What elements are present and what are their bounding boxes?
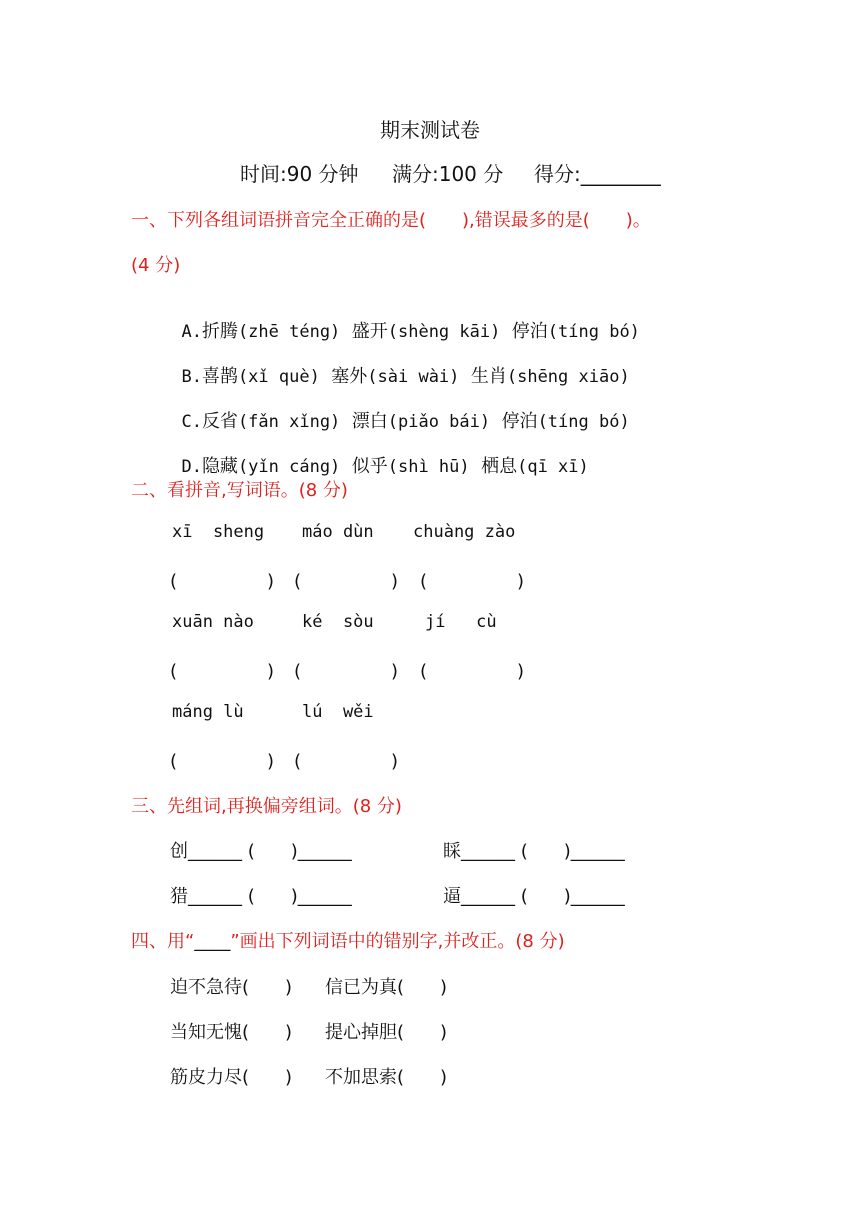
word: 漂白 [351, 411, 388, 432]
q4-underline-sample: ____ [194, 931, 231, 952]
q3-item-cai[interactable] [443, 837, 625, 863]
blank-line[interactable]: ______ [188, 841, 242, 862]
q4-item[interactable]: 当知无愧( ) [170, 1022, 293, 1043]
pinyin-prompt: ké sòu [302, 612, 374, 632]
answer-box[interactable]: ( ) [170, 571, 275, 592]
pinyin: (shèng kāi) [387, 322, 501, 342]
word: 塞外 [331, 366, 368, 387]
answer-box[interactable]: ( ) [294, 571, 399, 592]
q1-option-a[interactable] [170, 296, 640, 343]
answer-box[interactable]: ( ) [420, 571, 525, 592]
pinyin: (zhē téng) [237, 322, 341, 342]
q4-item[interactable]: 提心掉胆( ) [325, 1022, 448, 1043]
pinyin: (tíng bó) [537, 412, 630, 432]
option-label: B. [181, 367, 202, 387]
word: 停泊 [511, 321, 548, 342]
q2-heading: 二、看拼音,写词语。(8 分) [131, 480, 348, 501]
q4-item[interactable]: 不加思索( ) [325, 1067, 448, 1088]
base-char: 猎 [170, 886, 188, 907]
q4-item[interactable]: 筋皮力尽( ) [170, 1067, 293, 1088]
option-label: A. [181, 322, 202, 342]
blank-line[interactable]: ______ [461, 841, 515, 862]
q3-heading: 三、先组词,再换偏旁组词。(8 分) [131, 796, 402, 817]
blank-line[interactable]: ______ [461, 886, 515, 907]
word: 栖息 [481, 456, 518, 477]
pinyin: (yǐn cáng) [237, 457, 341, 477]
option-label: D. [181, 457, 202, 477]
word: 似乎 [351, 456, 388, 477]
q3-item-bi[interactable] [443, 882, 625, 908]
answer-box[interactable]: ( ) [420, 661, 525, 682]
pinyin-prompt: xī sheng [172, 522, 265, 542]
q4-heading-post: ”画出下列词语中的错别字,并改正。(8 分) [230, 931, 565, 952]
pinyin: (shēng xiāo) [506, 367, 630, 387]
pinyin-prompt: jí cù [425, 612, 497, 632]
option-label: C. [181, 412, 202, 432]
answer-box[interactable]: ( ) [294, 661, 399, 682]
q1-heading: 一、下列各组词语拼音完全正确的是( ),错误最多的是( )。 [131, 210, 651, 231]
word: 停泊 [501, 411, 538, 432]
pinyin: (fǎn xǐng) [237, 412, 341, 432]
blank-line[interactable]: ______ [188, 886, 242, 907]
paren-blank[interactable]: ( )______ [520, 886, 625, 907]
pinyin: (tíng bó) [547, 322, 640, 342]
paren-blank[interactable]: ( )______ [520, 841, 625, 862]
word: 生肖 [470, 366, 507, 387]
q1-option-c[interactable] [170, 386, 630, 433]
word: 反省 [201, 411, 238, 432]
q4-heading [131, 927, 565, 953]
pinyin: (shì hū) [387, 457, 470, 477]
answer-box[interactable]: ( ) [170, 751, 275, 772]
paren-blank[interactable]: ( )______ [247, 841, 352, 862]
pinyin: (sài wài) [367, 367, 460, 387]
score-field[interactable]: 得分:________ [534, 162, 661, 186]
pinyin: (piǎo bái) [387, 412, 491, 432]
q1-option-b[interactable] [170, 341, 630, 388]
base-char: 逼 [443, 886, 461, 907]
q3-item-chuang[interactable] [170, 837, 352, 863]
base-char: 睬 [443, 841, 461, 862]
q1-points: (4 分) [131, 255, 181, 276]
pinyin-prompt: máng lù [172, 702, 244, 722]
q4-item[interactable]: 信已为真( ) [325, 977, 448, 998]
page-title: 期末测试卷 [380, 118, 480, 142]
q1-option-d[interactable] [170, 431, 589, 478]
q4-heading-pre: 四、用“ [131, 931, 195, 952]
q4-item[interactable]: 迫不急待( ) [170, 977, 293, 998]
word: 隐藏 [201, 456, 238, 477]
word: 喜鹊 [201, 366, 238, 387]
answer-box[interactable]: ( ) [294, 751, 399, 772]
full-score-label: 满分:100 分 [392, 162, 504, 186]
pinyin-prompt: xuān nào [172, 612, 254, 632]
base-char: 创 [170, 841, 188, 862]
paren-blank[interactable]: ( )______ [247, 886, 352, 907]
answer-box[interactable]: ( ) [170, 661, 275, 682]
word: 盛开 [351, 321, 388, 342]
word: 折腾 [201, 321, 238, 342]
q3-item-lie[interactable] [170, 882, 352, 908]
pinyin-prompt: lú wěi [302, 702, 374, 722]
pinyin: (qī xī) [517, 457, 589, 477]
pinyin-prompt: máo dùn [302, 522, 374, 542]
pinyin: (xǐ què) [237, 367, 320, 387]
time-label: 时间:90 分钟 [240, 162, 359, 186]
pinyin-prompt: chuàng zào [413, 522, 516, 542]
